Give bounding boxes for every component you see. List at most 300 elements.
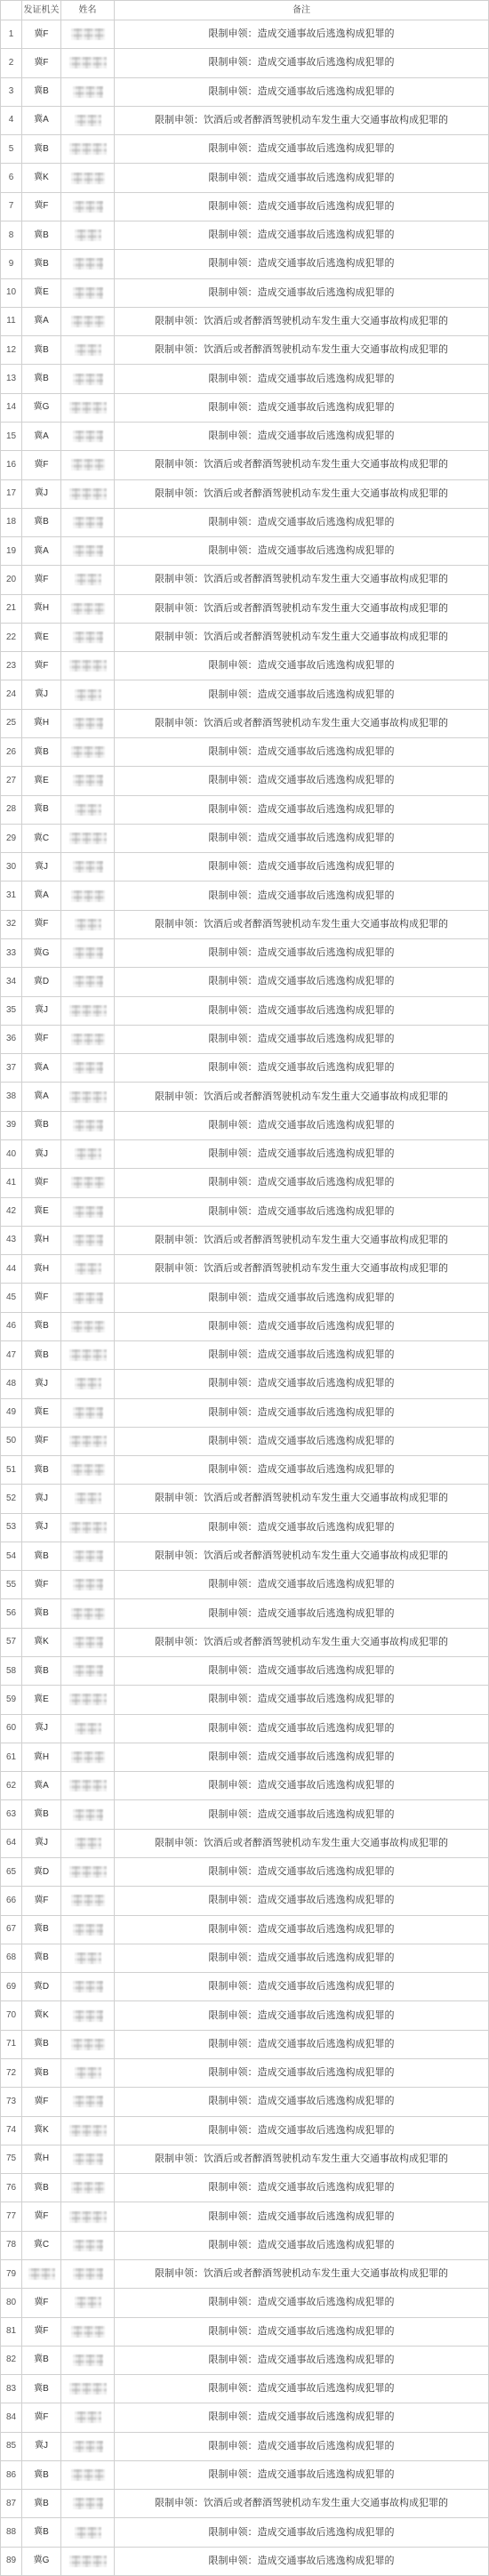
name-cell bbox=[61, 1571, 115, 1599]
name-cell bbox=[61, 968, 115, 996]
table-row bbox=[1, 710, 489, 738]
remark-cell: 限制申领：造成交通事故后逃逸构成犯罪的 bbox=[115, 738, 489, 767]
name-cell bbox=[61, 853, 115, 881]
remark-cell: 限制申领：造成交通事故后逃逸构成犯罪的 bbox=[115, 1370, 489, 1398]
issuing-authority-cell: 冀J bbox=[22, 997, 61, 1026]
name-cell bbox=[61, 1657, 115, 1686]
issuing-authority-cell: 冀D bbox=[22, 968, 61, 996]
redacted-name-mosaic bbox=[71, 28, 105, 40]
table-row bbox=[1, 135, 489, 164]
issuing-authority-cell: 冀F bbox=[22, 566, 61, 594]
name-cell bbox=[61, 2548, 115, 2576]
issuing-authority-cell: 冀F bbox=[22, 2403, 61, 2432]
redacted-authority-mosaic bbox=[28, 2268, 55, 2280]
row-number-cell: 86 bbox=[1, 2461, 22, 2490]
redacted-name-mosaic bbox=[73, 1579, 103, 1590]
remark-cell: 限制申领：造成交通事故后逃逸构成犯罪的 bbox=[115, 825, 489, 853]
remark-cell: 限制申领：造成交通事故后逃逸构成犯罪的 bbox=[115, 537, 489, 566]
row-number-cell: 30 bbox=[1, 853, 22, 881]
remark-cell: 限制申领：造成交通事故后逃逸构成犯罪的 bbox=[115, 1944, 489, 1973]
issuing-authority-cell: 冀A bbox=[22, 1772, 61, 1800]
redacted-name-mosaic bbox=[73, 718, 103, 729]
name-cell bbox=[61, 2001, 115, 2030]
redacted-name-mosaic bbox=[73, 2153, 103, 2165]
name-cell bbox=[61, 107, 115, 135]
name-cell bbox=[61, 1542, 115, 1571]
redacted-name-mosaic bbox=[73, 1120, 103, 1131]
table-row bbox=[1, 1887, 489, 1915]
table-row bbox=[1, 2232, 489, 2260]
issuing-authority-cell: 冀F bbox=[22, 1571, 61, 1599]
remark-cell: 限制申领：饮酒后或者醉酒驾驶机动车发生重大交通事故构成犯罪的 bbox=[115, 566, 489, 594]
name-cell bbox=[61, 78, 115, 107]
issuing-authority-cell: 冀F bbox=[22, 2202, 61, 2231]
issuing-authority-cell: 冀J bbox=[22, 1140, 61, 1169]
row-number-cell: 74 bbox=[1, 2117, 22, 2145]
redacted-name-mosaic bbox=[75, 2297, 101, 2308]
remark-cell: 限制申领：造成交通事故后逃逸构成犯罪的 bbox=[115, 423, 489, 451]
row-number-cell: 76 bbox=[1, 2174, 22, 2202]
row-number-cell: 14 bbox=[1, 394, 22, 423]
redacted-name-mosaic bbox=[75, 574, 101, 585]
redacted-name-mosaic bbox=[73, 2498, 103, 2509]
table-row bbox=[1, 738, 489, 767]
table-row bbox=[1, 221, 489, 250]
row-number-cell: 63 bbox=[1, 1800, 22, 1829]
row-number-cell: 4 bbox=[1, 107, 22, 135]
remark-cell: 限制申领：造成交通事故后逃逸构成犯罪的 bbox=[115, 1916, 489, 1944]
redacted-name-mosaic bbox=[75, 2411, 101, 2423]
name-cell bbox=[61, 1800, 115, 1829]
row-number-cell: 45 bbox=[1, 1284, 22, 1312]
redacted-name-mosaic bbox=[75, 344, 101, 356]
issuing-authority-cell: 冀J bbox=[22, 680, 61, 709]
remark-cell: 限制申领：造成交通事故后逃逸构成犯罪的 bbox=[115, 767, 489, 795]
issuing-authority-cell: 冀E bbox=[22, 767, 61, 795]
table-row bbox=[1, 365, 489, 393]
remark-cell: 限制申领：造成交通事故后逃逸构成犯罪的 bbox=[115, 1514, 489, 1542]
name-cell bbox=[61, 2202, 115, 2231]
remark-cell: 限制申领：造成交通事故后逃逸构成犯罪的 bbox=[115, 2461, 489, 2490]
issuing-authority-cell: 冀F bbox=[22, 1284, 61, 1312]
issuing-authority-cell: 冀B bbox=[22, 1916, 61, 1944]
redacted-name-mosaic bbox=[69, 1005, 107, 1017]
name-cell bbox=[61, 997, 115, 1026]
table-row bbox=[1, 2433, 489, 2461]
redacted-name-mosaic bbox=[73, 861, 103, 873]
redacted-name-mosaic bbox=[71, 2326, 105, 2338]
table-row bbox=[1, 308, 489, 336]
issuing-authority-cell: 冀B bbox=[22, 2031, 61, 2059]
table-row bbox=[1, 680, 489, 709]
name-cell bbox=[61, 1944, 115, 1973]
row-number-cell: 62 bbox=[1, 1772, 22, 1800]
row-number-cell: 78 bbox=[1, 2232, 22, 2260]
remark-cell: 限制申领：造成交通事故后逃逸构成犯罪的 bbox=[115, 2059, 489, 2088]
row-number-cell: 60 bbox=[1, 1715, 22, 1743]
remark-cell: 限制申领：造成交通事故后逃逸构成犯罪的 bbox=[115, 939, 489, 968]
issuing-authority-cell: 冀E bbox=[22, 279, 61, 308]
issuing-authority-cell: 冀F bbox=[22, 193, 61, 221]
issuing-authority-cell: 冀J bbox=[22, 1370, 61, 1398]
issuing-authority-cell: 冀H bbox=[22, 710, 61, 738]
name-cell bbox=[61, 509, 115, 537]
name-cell bbox=[61, 451, 115, 479]
name-cell bbox=[61, 624, 115, 652]
redacted-name-mosaic bbox=[69, 2383, 107, 2395]
issuing-authority-cell: 冀J bbox=[22, 1830, 61, 1858]
redacted-name-mosaic bbox=[73, 1924, 103, 1936]
issuing-authority-cell: 冀B bbox=[22, 2490, 61, 2518]
issuing-authority-cell: 冀B bbox=[22, 1657, 61, 1686]
row-number-cell: 6 bbox=[1, 164, 22, 192]
name-cell bbox=[61, 2347, 115, 2375]
remark-cell: 限制申领：造成交通事故后逃逸构成犯罪的 bbox=[115, 1284, 489, 1312]
row-number-cell: 13 bbox=[1, 365, 22, 393]
remark-cell: 限制申领：造成交通事故后逃逸构成犯罪的 bbox=[115, 1026, 489, 1054]
redacted-name-mosaic bbox=[73, 2096, 103, 2107]
issuing-authority-cell: 冀H bbox=[22, 1743, 61, 1772]
name-cell bbox=[61, 566, 115, 594]
row-number-cell: 24 bbox=[1, 680, 22, 709]
row-number-cell: 17 bbox=[1, 480, 22, 509]
redacted-name-mosaic bbox=[73, 86, 103, 98]
table-row bbox=[1, 796, 489, 825]
remark-cell: 限制申领：饮酒后或者醉酒驾驶机动车发生重大交通事故构成犯罪的 bbox=[115, 1542, 489, 1571]
table-header-row bbox=[1, 1, 489, 20]
remark-cell: 限制申领：造成交通事故后逃逸构成犯罪的 bbox=[115, 1715, 489, 1743]
name-cell bbox=[61, 1198, 115, 1227]
remark-cell: 限制申领：造成交通事故后逃逸构成犯罪的 bbox=[115, 1858, 489, 1887]
row-number-cell: 1 bbox=[1, 20, 22, 49]
remark-cell: 限制申领：造成交通事故后逃逸构成犯罪的 bbox=[115, 1657, 489, 1686]
issuing-authority-cell: 冀A bbox=[22, 423, 61, 451]
table-row bbox=[1, 164, 489, 192]
name-cell bbox=[61, 2318, 115, 2347]
remark-cell: 限制申领：饮酒后或者醉酒驾驶机动车发生重大交通事故构成犯罪的 bbox=[115, 595, 489, 624]
table-row bbox=[1, 1284, 489, 1312]
row-number-cell: 82 bbox=[1, 2347, 22, 2375]
table-row bbox=[1, 911, 489, 939]
name-cell bbox=[61, 2088, 115, 2116]
row-number-cell: 44 bbox=[1, 1255, 22, 1284]
issuing-authority-cell: 冀A bbox=[22, 537, 61, 566]
remark-cell: 限制申领：饮酒后或者醉酒驾驶机动车发生重大交通事故构成犯罪的 bbox=[115, 2490, 489, 2518]
redacted-name-mosaic bbox=[71, 459, 105, 471]
name-cell bbox=[61, 164, 115, 192]
name-cell bbox=[61, 767, 115, 795]
name-cell bbox=[61, 1916, 115, 1944]
row-number-cell: 37 bbox=[1, 1054, 22, 1083]
table-row bbox=[1, 939, 489, 968]
redacted-name-mosaic bbox=[71, 890, 105, 902]
table-row bbox=[1, 2031, 489, 2059]
issuing-authority-cell: 冀A bbox=[22, 881, 61, 910]
issuing-authority-cell: 冀K bbox=[22, 2001, 61, 2030]
row-number-cell: 55 bbox=[1, 1571, 22, 1599]
redacted-name-mosaic bbox=[73, 1062, 103, 1074]
row-number-cell: 28 bbox=[1, 796, 22, 825]
name-cell bbox=[61, 2059, 115, 2088]
table-row bbox=[1, 1542, 489, 1571]
table-row bbox=[1, 853, 489, 881]
redacted-name-mosaic bbox=[69, 1694, 107, 1705]
table-row bbox=[1, 1514, 489, 1542]
remark-cell: 限制申领：饮酒后或者醉酒驾驶机动车发生重大交通事故构成犯罪的 bbox=[115, 1485, 489, 1513]
row-number-cell: 52 bbox=[1, 1485, 22, 1513]
issuing-authority-cell: 冀C bbox=[22, 2232, 61, 2260]
redacted-name-mosaic bbox=[73, 775, 103, 786]
issuing-authority-cell: 冀B bbox=[22, 78, 61, 107]
table-row bbox=[1, 2375, 489, 2403]
row-number-cell: 19 bbox=[1, 537, 22, 566]
name-cell bbox=[61, 1514, 115, 1542]
remark-cell: 限制申领：造成交通事故后逃逸构成犯罪的 bbox=[115, 1169, 489, 1197]
table-row bbox=[1, 509, 489, 537]
remark-cell: 限制申领：造成交通事故后逃逸构成犯罪的 bbox=[115, 1140, 489, 1169]
table-row bbox=[1, 107, 489, 135]
issuing-authority-cell: 冀D bbox=[22, 1858, 61, 1887]
issuing-authority-cell: 冀B bbox=[22, 2059, 61, 2088]
row-number-cell: 54 bbox=[1, 1542, 22, 1571]
table-row bbox=[1, 1370, 489, 1398]
name-cell bbox=[61, 1227, 115, 1255]
issuing-authority-cell: 冀B bbox=[22, 2347, 61, 2375]
remark-cell: 限制申领：饮酒后或者醉酒驾驶机动车发生重大交通事故构成犯罪的 bbox=[115, 2260, 489, 2289]
table-row bbox=[1, 1629, 489, 1657]
remark-cell: 限制申领：造成交通事故后逃逸构成犯罪的 bbox=[115, 1686, 489, 1714]
row-number-cell: 20 bbox=[1, 566, 22, 594]
row-number-cell: 38 bbox=[1, 1083, 22, 1111]
name-cell bbox=[61, 1715, 115, 1743]
row-number-cell: 80 bbox=[1, 2289, 22, 2317]
remark-cell: 限制申领：造成交通事故后逃逸构成犯罪的 bbox=[115, 881, 489, 910]
remark-cell: 限制申领：造成交通事故后逃逸构成犯罪的 bbox=[115, 1599, 489, 1628]
name-cell bbox=[61, 2031, 115, 2059]
issuing-authority-cell: 冀J bbox=[22, 480, 61, 509]
table-row bbox=[1, 1800, 489, 1829]
issuing-authority-cell: 冀B bbox=[22, 2174, 61, 2202]
table-row bbox=[1, 1830, 489, 1858]
remark-cell: 限制申领：造成交通事故后逃逸构成犯罪的 bbox=[115, 796, 489, 825]
row-number-cell: 68 bbox=[1, 1944, 22, 1973]
issuing-authority-cell: 冀B bbox=[22, 2375, 61, 2403]
issuing-authority-cell: 冀E bbox=[22, 624, 61, 652]
issuing-authority-cell: 冀H bbox=[22, 2145, 61, 2174]
issuing-authority-cell: 冀F bbox=[22, 49, 61, 77]
row-number-cell: 79 bbox=[1, 2260, 22, 2289]
table-row bbox=[1, 336, 489, 365]
table-row bbox=[1, 1485, 489, 1513]
row-number-cell: 69 bbox=[1, 1973, 22, 2001]
redacted-name-mosaic bbox=[69, 660, 107, 672]
redacted-name-mosaic bbox=[73, 2355, 103, 2366]
issuing-authority-cell: 冀B bbox=[22, 2461, 61, 2490]
issuing-authority-cell: 冀J bbox=[22, 853, 61, 881]
remark-cell: 限制申领：造成交通事故后逃逸构成犯罪的 bbox=[115, 49, 489, 77]
redacted-name-mosaic bbox=[73, 1206, 103, 1218]
redacted-name-mosaic bbox=[69, 57, 107, 68]
table-row bbox=[1, 1399, 489, 1428]
remark-cell: 限制申领：饮酒后或者醉酒驾驶机动车发生重大交通事故构成犯罪的 bbox=[115, 308, 489, 336]
redacted-name-mosaic bbox=[75, 1952, 101, 1964]
row-number-cell: 59 bbox=[1, 1686, 22, 1714]
name-cell bbox=[61, 1772, 115, 1800]
row-number-cell: 61 bbox=[1, 1743, 22, 1772]
row-number-cell: 10 bbox=[1, 279, 22, 308]
remark-cell: 限制申领：饮酒后或者醉酒驾驶机动车发生重大交通事故构成犯罪的 bbox=[115, 1227, 489, 1255]
issuing-authority-cell: 冀F bbox=[22, 2318, 61, 2347]
remark-cell: 限制申领：造成交通事故后逃逸构成犯罪的 bbox=[115, 1800, 489, 1829]
remark-cell: 限制申领：造成交通事故后逃逸构成犯罪的 bbox=[115, 78, 489, 107]
table-row bbox=[1, 1973, 489, 2001]
name-cell bbox=[61, 49, 115, 77]
issuing-authority-cell: 冀F bbox=[22, 1169, 61, 1197]
issuing-authority-cell: 冀B bbox=[22, 365, 61, 393]
name-cell bbox=[61, 1399, 115, 1428]
issuing-authority-cell: 冀H bbox=[22, 1255, 61, 1284]
name-cell bbox=[61, 1169, 115, 1197]
row-number-cell: 47 bbox=[1, 1341, 22, 1370]
header-issuing-authority: 发证机关 bbox=[22, 1, 61, 20]
table-row bbox=[1, 1571, 489, 1599]
table-row bbox=[1, 2289, 489, 2317]
redacted-name-mosaic bbox=[71, 316, 105, 327]
table-row bbox=[1, 2260, 489, 2289]
name-cell bbox=[61, 1140, 115, 1169]
row-number-cell: 40 bbox=[1, 1140, 22, 1169]
redacted-name-mosaic bbox=[69, 2211, 107, 2223]
row-number-cell: 70 bbox=[1, 2001, 22, 2030]
table-row bbox=[1, 1313, 489, 1341]
name-cell bbox=[61, 1973, 115, 2001]
remark-cell: 限制申领：造成交通事故后逃逸构成犯罪的 bbox=[115, 652, 489, 680]
issuing-authority-cell: 冀B bbox=[22, 1944, 61, 1973]
issuing-authority-cell: 冀E bbox=[22, 1399, 61, 1428]
row-number-cell: 56 bbox=[1, 1599, 22, 1628]
table-row bbox=[1, 2117, 489, 2145]
name-cell bbox=[61, 2461, 115, 2490]
issuing-authority-cell: 冀F bbox=[22, 652, 61, 680]
table-row bbox=[1, 451, 489, 479]
name-cell bbox=[61, 1830, 115, 1858]
issuing-authority-cell: 冀J bbox=[22, 2433, 61, 2461]
remark-cell: 限制申领：造成交通事故后逃逸构成犯罪的 bbox=[115, 2202, 489, 2231]
name-cell bbox=[61, 1686, 115, 1714]
remark-cell: 限制申领：造成交通事故后逃逸构成犯罪的 bbox=[115, 2318, 489, 2347]
redacted-name-mosaic bbox=[71, 1321, 105, 1332]
row-number-cell: 26 bbox=[1, 738, 22, 767]
name-cell bbox=[61, 1428, 115, 1456]
name-cell bbox=[61, 423, 115, 451]
name-cell bbox=[61, 2518, 115, 2547]
row-number-cell: 48 bbox=[1, 1370, 22, 1398]
table-row bbox=[1, 193, 489, 221]
remark-cell: 限制申领：造成交通事故后逃逸构成犯罪的 bbox=[115, 1973, 489, 2001]
header-name: 姓名 bbox=[61, 1, 115, 20]
redacted-name-mosaic bbox=[73, 201, 103, 213]
name-cell bbox=[61, 1743, 115, 1772]
remark-cell: 限制申领：造成交通事故后逃逸构成犯罪的 bbox=[115, 2347, 489, 2375]
redacted-name-mosaic bbox=[71, 1034, 105, 1045]
redacted-name-mosaic bbox=[73, 545, 103, 557]
row-number-cell: 41 bbox=[1, 1169, 22, 1197]
name-cell bbox=[61, 1112, 115, 1140]
name-cell bbox=[61, 279, 115, 308]
redacted-name-mosaic bbox=[71, 1177, 105, 1188]
remark-cell: 限制申领：造成交通事故后逃逸构成犯罪的 bbox=[115, 968, 489, 996]
name-cell bbox=[61, 2117, 115, 2145]
row-number-cell: 33 bbox=[1, 939, 22, 968]
issuing-authority-cell: 冀F bbox=[22, 451, 61, 479]
redacted-name-mosaic bbox=[73, 1637, 103, 1648]
remark-cell: 限制申领：造成交通事故后逃逸构成犯罪的 bbox=[115, 250, 489, 278]
issuing-authority-cell: 冀E bbox=[22, 1686, 61, 1714]
redacted-name-mosaic bbox=[73, 287, 103, 299]
redacted-name-mosaic bbox=[75, 115, 101, 126]
row-number-cell: 11 bbox=[1, 308, 22, 336]
issuing-authority-cell: 冀B bbox=[22, 1542, 61, 1571]
issuing-authority-cell: 冀B bbox=[22, 796, 61, 825]
redacted-name-mosaic bbox=[71, 1895, 105, 1906]
name-cell bbox=[61, 1313, 115, 1341]
remark-cell: 限制申领：饮酒后或者醉酒驾驶机动车发生重大交通事故构成犯罪的 bbox=[115, 451, 489, 479]
name-cell bbox=[61, 2260, 115, 2289]
redacted-name-mosaic bbox=[73, 431, 103, 442]
redacted-name-mosaic bbox=[69, 1349, 107, 1361]
issuing-authority-cell: 冀B bbox=[22, 1341, 61, 1370]
row-number-cell: 2 bbox=[1, 49, 22, 77]
issuing-authority-cell: 冀B bbox=[22, 1456, 61, 1485]
row-number-cell: 57 bbox=[1, 1629, 22, 1657]
remark-cell: 限制申领：饮酒后或者醉酒驾驶机动车发生重大交通事故构成犯罪的 bbox=[115, 1083, 489, 1111]
remark-cell: 限制申领：造成交通事故后逃逸构成犯罪的 bbox=[115, 2289, 489, 2317]
table-row bbox=[1, 1112, 489, 1140]
remark-cell: 限制申领：饮酒后或者醉酒驾驶机动车发生重大交通事故构成犯罪的 bbox=[115, 624, 489, 652]
remark-cell: 限制申领：造成交通事故后逃逸构成犯罪的 bbox=[115, 1341, 489, 1370]
row-number-cell: 5 bbox=[1, 135, 22, 164]
row-number-cell: 31 bbox=[1, 881, 22, 910]
table-row bbox=[1, 2174, 489, 2202]
name-cell bbox=[61, 221, 115, 250]
name-cell bbox=[61, 2490, 115, 2518]
name-cell bbox=[61, 2232, 115, 2260]
redacted-name-mosaic bbox=[73, 2240, 103, 2251]
remark-cell: 限制申领：饮酒后或者醉酒驾驶机动车发生重大交通事故构成犯罪的 bbox=[115, 1255, 489, 1284]
remark-cell: 限制申领：造成交通事故后逃逸构成犯罪的 bbox=[115, 20, 489, 49]
redacted-name-mosaic bbox=[69, 2556, 107, 2567]
issuing-authority-cell: 冀B bbox=[22, 1112, 61, 1140]
remark-cell: 限制申领：饮酒后或者醉酒驾驶机动车发生重大交通事故构成犯罪的 bbox=[115, 1830, 489, 1858]
issuing-authority-cell: 冀K bbox=[22, 1629, 61, 1657]
table-row bbox=[1, 1026, 489, 1054]
redacted-name-mosaic bbox=[75, 919, 101, 930]
row-number-cell: 88 bbox=[1, 2518, 22, 2547]
remark-cell: 限制申领：造成交通事故后逃逸构成犯罪的 bbox=[115, 1428, 489, 1456]
name-cell bbox=[61, 1284, 115, 1312]
table-row bbox=[1, 2145, 489, 2174]
remark-cell: 限制申领：饮酒后或者醉酒驾驶机动车发生重大交通事故构成犯罪的 bbox=[115, 710, 489, 738]
table-row bbox=[1, 881, 489, 910]
redacted-name-mosaic bbox=[73, 1665, 103, 1677]
redacted-name-mosaic bbox=[75, 2527, 101, 2539]
row-number-cell: 35 bbox=[1, 997, 22, 1026]
table-row bbox=[1, 2001, 489, 2030]
header-remark: 备注 bbox=[115, 1, 489, 20]
row-number-cell: 27 bbox=[1, 767, 22, 795]
redacted-name-mosaic bbox=[75, 804, 101, 816]
redacted-name-mosaic bbox=[73, 374, 103, 385]
